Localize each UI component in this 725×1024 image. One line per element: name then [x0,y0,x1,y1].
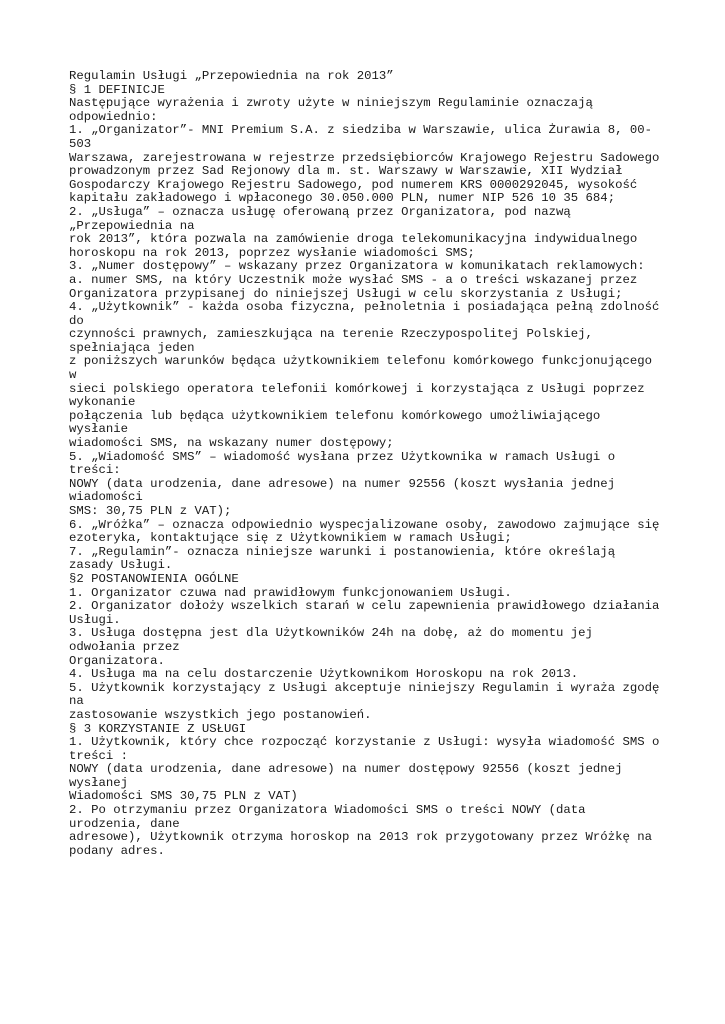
document-line: 2. Organizator dołoży wszelkich starań w celu zapewnienia prawidłowego działania [69,599,660,614]
document-line: sieci polskiego operatora telefonii komórkowej i korzystająca z Usługi poprzez [69,381,645,396]
document-line: SMS: 30,75 PLN z VAT); [69,504,232,518]
document-line: Organizatora przypisanej do niniejszej Usługi w celu skorzystania z Usługi; [69,286,623,301]
document-line: Wiadomości SMS 30,75 PLN z VAT) [69,789,298,804]
document-line: Warszawa, zarejestrowana w rejestrze przedsiębiorców Krajowego Rejestru Sadowego [69,150,660,165]
document-line: 3. Usługa dostępna jest dla Użytkowników 24h na dobę, aż do momentu jej [69,626,593,641]
document-line: treści : [69,748,129,763]
document-line: wiadomości [69,490,143,505]
document-line: 1. Użytkownik, który chce rozpocząć korzystanie z Usługi: wysyła wiadomość SMS o [69,735,660,750]
document-line: rok 2013”, która pozwala na zamówienie droga telekomunikacyjna indywidualnego [69,232,638,247]
document-line: NOWY (data urodzenia, dane adresowe) na numer 92556 (koszt wysłania jednej [69,476,616,491]
document-line: do [69,313,84,328]
document-line: 1. „Organizator”- MNI Premium S.A. z siedziba w Warszawie, ulica Żurawia 8, 00- [69,123,652,138]
document-line: 6. „Wróżka” – oznacza odpowiednio wyspecjalizowane osoby, zawodowo zajmujące się [69,517,660,532]
document-line: § 1 DEFINICJE [69,82,165,97]
document-line: ezoteryka, kontaktujące się z Użytkownikiem w ramach Usługi; [69,531,512,546]
document-line: podany adres. [69,843,165,858]
document-line: Następujące wyrażenia i zwroty użyte w niniejszym Regulaminie oznaczają [69,96,593,111]
document-line: wykonanie [69,395,136,410]
document-line: 503 [69,136,92,151]
document-line: 4. „Użytkownik” - każda osoba fizyczna, pełnoletnia i posiadająca pełną zdolność [69,300,660,315]
document-line: Regulamin Usługi „Przepowiednia na rok 2013” [69,69,394,83]
document-line: w [69,368,77,383]
document-line: zasady Usługi. [69,558,173,573]
document-line: 5. Użytkownik korzystający z Usługi akceptuje niniejszy Regulamin i wyraża zgodę [69,680,660,695]
document-line: NOWY (data urodzenia, dane adresowe) na numer dostępowy 92556 (koszt jednej [69,762,623,777]
document-line: horoskopu na rok 2013, poprzez wysłanie wiadomości SMS; [69,245,475,260]
document-line: „Przepowiednia na [69,218,195,233]
document-line: 2. Po otrzymaniu przez Organizatora Wiadomości SMS o treści NOWY (data [69,803,586,818]
document-line: wysłanie [69,422,129,437]
document-line: 2. „Usługa” – oznacza usługę oferowaną przez Organizatora, pod nazwą [69,204,571,219]
document-page [69,70,679,858]
document-line: wiadomości SMS, na wskazany numer dostępowy; [69,436,394,451]
document-line: Usługi. [69,612,121,627]
document-line: wysłanej [69,775,129,790]
document-line: spełniająca jeden [69,340,195,355]
document-line: § 3 KORZYSTANIE Z USŁUGI [69,721,247,736]
document-line: adresowe), Użytkownik otrzyma horoskop na 2013 rok przygotowany przez Wróżkę na [69,830,652,845]
document-line: odwołania przez [69,639,180,654]
document-line: prowadzonym przez Sad Rejonowy dla m. st. Warszawy w Warszawie, XII Wydział [69,164,623,179]
document-line: 4. Usługa ma na celu dostarczenie Użytkownikom Horoskopu na rok 2013. [69,667,579,682]
document-line: urodzenia, dane [69,816,180,831]
document-line: 3. „Numer dostępowy” – wskazany przez Organizatora w komunikatach reklamowych: [69,259,645,274]
document-line: z poniższych warunków będąca użytkownikiem telefonu komórkowego funkcjonującego [69,354,652,369]
document-line: 5. „Wiadomość SMS” – wiadomość wysłana przez Użytkownika w ramach Usługi o [69,449,616,464]
document-line: czynności prawnych, zamieszkująca na terenie Rzeczypospolitej Polskiej, [69,327,593,342]
document-line: Gospodarczy Krajowego Rejestru Sadowego, pod numerem KRS 0000292045, wysokość [69,177,638,192]
document-line: kapitału zakładowego i wpłaconego 30.050.000 PLN, numer NIP 526 10 35 684; [69,191,616,206]
document-line: 7. „Regulamin”- oznacza niniejsze warunki i postanowienia, które określają [69,544,616,559]
document-line: Organizatora. [69,653,165,668]
document-line: odpowiednio: [69,109,158,124]
document-line: na [69,694,84,709]
document-line: a. numer SMS, na który Uczestnik może wysłać SMS - a o treści wskazanej przez [69,272,638,287]
document-line: zastosowanie wszystkich jego postanowień. [69,707,372,722]
document-line: połączenia lub będąca użytkownikiem telefonu komórkowego umożliwiającego [69,408,601,423]
document-line: treści: [69,463,121,478]
document-line: 1. Organizator czuwa nad prawidłowym funkcjonowaniem Usługi. [69,585,512,600]
document-line: §2 POSTANOWIENIA OGÓLNE [69,571,239,586]
